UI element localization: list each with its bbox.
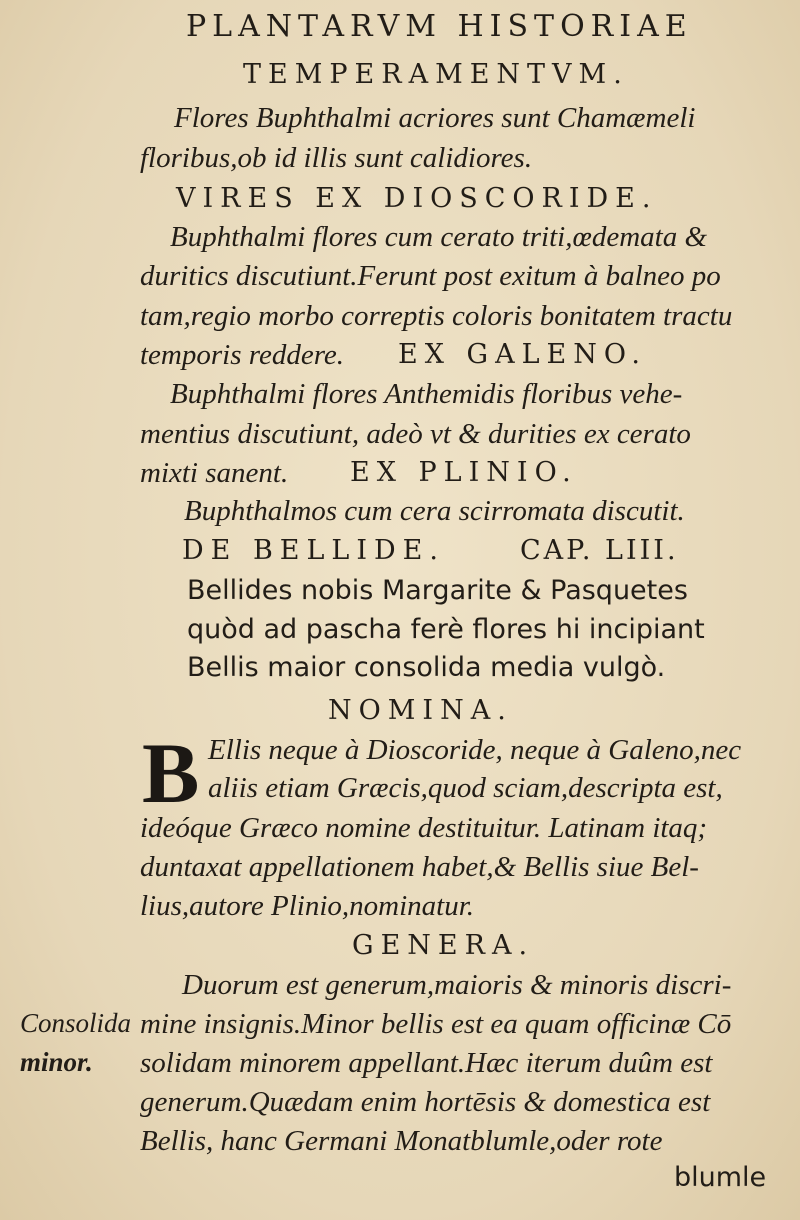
section-heading-genera: GENERA. (352, 930, 535, 961)
text-line-20: mine insignis.Minor bellis est ea quam officinæ Cō (140, 1008, 732, 1040)
section-heading-nomina: NOMINA. (328, 695, 513, 726)
text-line-3: Buphthalmi flores cum cerato triti,œdemata & (170, 221, 707, 253)
chapter-title: DE BELLIDE. (182, 535, 445, 566)
section-heading-vires: VIRES EX DIOSCORIDE. (176, 183, 658, 214)
text-line-24: blumle (674, 1162, 767, 1193)
text-line-21: solidam minorem appellant.Hæc iterum duûm est (140, 1047, 713, 1079)
text-line-8: mentius discutiunt, adeò vt & durities ex cerato (140, 418, 691, 450)
text-line-5: tam,regio morbo correptis coloris bonitatem tractu (140, 300, 733, 332)
running-head: PLANTARVM HISTORIAE (186, 9, 693, 44)
text-line-2: floribus,ob id illis sunt calidiores. (140, 142, 533, 174)
text-line-16: ideóque Græco nomine destituitur. Latinam itaq; (140, 812, 708, 844)
text-line-15: aliis etiam Græcis,quod sciam,descripta est, (208, 772, 723, 804)
text-line-22: generum.Quædam enim hortēsis & domestica est (140, 1086, 711, 1118)
text-line-13: Bellis maior consolida media vulgò. (187, 652, 666, 683)
text-line-9: mixti sanent. (140, 457, 289, 489)
margin-note-line-1: Consolida (20, 1008, 132, 1038)
section-heading-temperamentum: TEMPERAMENTVM. (243, 59, 629, 90)
text-line-17: duntaxat appellationem habet,& Bellis siue Bel- (140, 851, 699, 883)
text-line-12: quòd ad pascha ferè flores hi incipiant (187, 614, 705, 645)
text-line-14: Ellis neque à Dioscoride, neque à Galeno,nec (208, 734, 742, 766)
drop-cap: B (142, 725, 200, 821)
text-line-11: Bellides nobis Margarite & Pasquetes (187, 575, 688, 606)
text-line-23: Bellis, hanc Germani Monatblumle,oder rote (140, 1125, 663, 1157)
text-line-18: lius,autore Plinio,nominatur. (140, 890, 475, 922)
text-line-7: Buphthalmi flores Anthemidis floribus vehe- (170, 378, 683, 410)
text-line-10: Buphthalmos cum cera scirromata discutit. (184, 495, 685, 527)
text-line-1: Flores Buphthalmi acriores sunt Chamæmeli (174, 102, 696, 134)
text-line-19: Duorum est generum,maioris & minoris discri- (182, 969, 732, 1001)
section-heading-plinio: EX PLINIO. (350, 457, 578, 488)
margin-note-line-2: minor. (20, 1047, 93, 1077)
section-heading-galeno: EX GALENO. (398, 339, 647, 370)
text-line-4: duritics discutiunt.Ferunt post exitum à balneo po (140, 260, 721, 292)
chapter-number: CAP. LIII. (520, 535, 679, 566)
text-line-6: temporis reddere. (140, 339, 345, 371)
